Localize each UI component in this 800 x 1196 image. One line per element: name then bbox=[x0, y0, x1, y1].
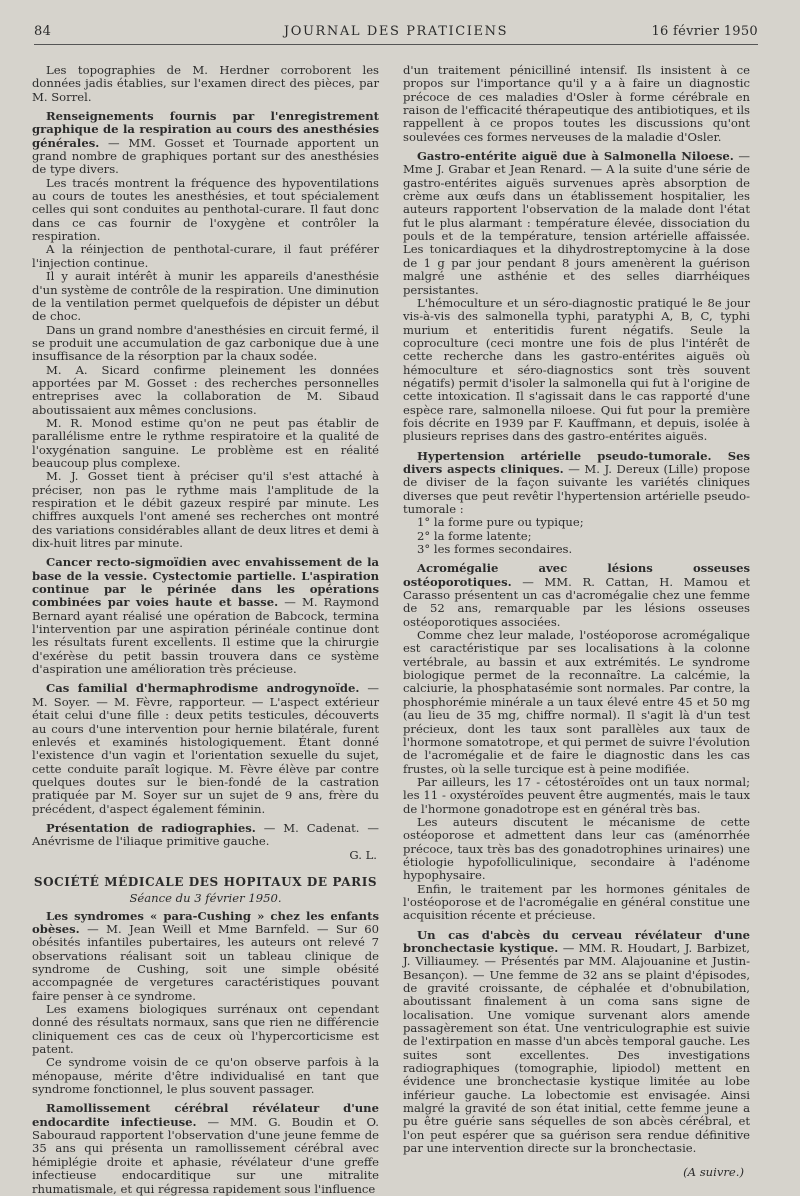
paragraph: M. R. Monod estime qu'on ne peut pas établir de parallélisme entre le rythme respiratoire et la qualité de l'oxygénation sanguine. Le problème est en réalité beaucoup plus complexe. bbox=[32, 415, 379, 470]
list-item: 2° la forme latente; bbox=[417, 528, 532, 543]
section-text: — MM. R. Cattan, H. Mamou et Carasso présentent un cas d'acromégalie chez une femme de 52 ans, remarquable par les lésions osseuses ostéoporotiques associées. bbox=[403, 574, 750, 629]
paragraph: Enfin, le traitement par les hormones génitales de l'ostéoporose et de l'acromégalie en général constitue une acquisition récente et précieuse. bbox=[403, 881, 750, 923]
paragraph: A la réinjection de penthotal-curare, il faut préférer l'injection continue. bbox=[32, 242, 379, 270]
paragraph: Les auteurs discutent le mécanisme de cette ostéoporose et admettent dans leur cas (aménorrhée précoce, taux très bas des gonadotrophines urinaires) une étiologie hypofolliculinique, secondaire à l'adénome hypophysaire. bbox=[403, 814, 750, 883]
section-title: Cas familial d'hermaphrodisme androgynoïde. bbox=[46, 681, 360, 696]
section-title: Les syndromes « para-Cushing » chez les enfants obèses. bbox=[32, 908, 379, 936]
session-date: Séance du 3 février 1950. bbox=[129, 891, 282, 906]
page-number: 84 bbox=[34, 24, 52, 39]
section-authors: — MM. Gosset et Tournade apportent un grand nombre de graphiques portant sur des anesthésies de type divers. bbox=[32, 135, 379, 177]
page-header bbox=[34, 22, 758, 45]
section-title: Cancer recto-sigmoïdien avec envahissement de la base de la vessie. Cystectomie partielle. L'aspiration continue par le périnée dans les opérations combinées par voies haute et basse. bbox=[32, 555, 379, 610]
paragraph: Comme chez leur malade, l'ostéoporose acromégalique est caractéristique par ses localisations à la colonne vertébrale, au bassin et aux extrémités. Le syndrome biologique permet de la reconnaître. La calcémie, la calciurie, la phosphatasémie sont normales. Par contre, la phosphorémie minérale a un taux élevé entre 45 et 50 mg (au lieu de 35 mg, chiffre normal). Il s'agit là d'un test précieux, dont les taux sont parallèles aux taux de l'hormone somatotrope, et qui permet de suivre l'évolution de l'acromégalie et de faire le diagnostic dans les cas frustes, où la selle turcique est à peine modifiée. bbox=[403, 628, 750, 776]
section-cancer bbox=[32, 556, 379, 676]
paragraph: Les examens biologiques surrénaux ont cependant donné des résultats normaux, sans que rien ne différencie cliniquement ces cas de ceux où l'hypercorticisme est patent. bbox=[32, 1002, 379, 1057]
list-item: 1° la forme pure ou typique; bbox=[417, 515, 584, 530]
left-column bbox=[32, 64, 379, 1196]
section-abces-cerveau bbox=[403, 929, 750, 1156]
section-radiographies bbox=[32, 822, 379, 849]
paragraph: Les tracés montrent la fréquence des hypoventilations au cours de toutes les anesthésies, et tout spécialement celles qui sont conduites au penthotal-curare. Il faut donc dans ce cas fournir de l'oxygène et contrôler la respiration. bbox=[32, 175, 379, 244]
paragraph: M. A. Sicard confirme pleinement les données apportées par M. Gosset : des recherches personnelles entreprises avec la collaboration de M. Sibaud aboutissaient aux mêmes conclusions. bbox=[32, 362, 379, 417]
issue-date: 16 février 1950 bbox=[651, 24, 758, 39]
section-hypertension bbox=[403, 450, 750, 517]
paragraph: M. J. Gosset tient à préciser qu'il s'est attaché à préciser, non pas le rythme mais l'amplitude de la respiration et le débit gazeux respiré par minute. Les chiffres auxquels l'ont amené ses recherches ont montré des variations considérables allant de deux litres et demi à dix-huit litres par minute. bbox=[32, 469, 379, 551]
section-title: Gastro-entérite aiguë due à Salmonella Niloese. bbox=[417, 149, 734, 164]
section-title: Renseignements fournis par l'enregistrement graphique de la respiration au cours des anesthésies générales. bbox=[32, 109, 379, 150]
list-item: 3° les formes secondaires. bbox=[417, 542, 573, 557]
paragraph: Dans un grand nombre d'anesthésies en circuit fermé, il se produit une accumulation de gaz carbonique due à une insuffisance de la résorption par la chaux sodée. bbox=[32, 322, 379, 364]
section-salmonella bbox=[403, 150, 750, 297]
section-title: Hypertension artérielle pseudo-tumorale. Ses divers aspects cliniques. bbox=[403, 448, 750, 476]
section-hermaphrodisme bbox=[32, 682, 379, 815]
section-title: Un cas d'abcès du cerveau révélateur d'une bronchectasie kystique. bbox=[403, 927, 750, 955]
section-text: — M. Jean Weill et Mme Barnfeld. — Sur 60 obésités infantiles pubertaires, les auteurs ont relevé 7 observations réalisant soit un tableau clinique de syndrome de Cushing, soit une simple obésité accompagnée de vergetures caractéristiques pouvant faire penser à ce syndrome. bbox=[32, 921, 379, 1003]
author-signature: G. L. bbox=[349, 847, 377, 862]
section-text: — M. J. Dereux (Lille) propose de diviser de la façon suivante les variétés cliniques diverses que peut revêtir l'hypertension artérielle pseudo-tumorale : bbox=[403, 461, 750, 516]
section-text: — M. Cadenat. — Anévrisme de l'iliaque primitive gauche. bbox=[32, 820, 379, 849]
section-title: Acromégalie avec lésions osseuses ostéoporotiques. bbox=[403, 561, 750, 589]
section-ramollissement bbox=[32, 1102, 379, 1195]
hypertension-forms-list bbox=[403, 516, 750, 556]
to-be-continued: (A suivre.) bbox=[683, 1164, 744, 1179]
section-text: — M. Soyer. — M. Fèvre, rapporteur. — L'aspect extérieur était celui d'une fille : deux petits testicules, découverts au cours d'une intervention pour hernie bilatérale, furent enlevés et examinés histologiquement. Étant donné l'existence d'un vagin et l'orientation sexuelle du sujet, cette conduite paraît logique. M. Fèvre élève par contre quelques doutes sur le bien-fondé de la castration pratiquée par M. Soyer sur un sujet de 9 ans, frère du précédent, d'aspect également féminin. bbox=[32, 681, 380, 816]
section-text: — MM. R. Houdart, J. Barbizet, J. Villiaumey. — Présentés par MM. Alajouanine et Justin-Besançon). — Une femme de 32 ans se plaint d'épisodes, de gravité croissante, de céphalée et d'obnubilation, aboutissant finalement à un coma sans signe de localisation. Une vomique survenant alors amende passagèrement son état. Une ventriculographie est suivie de l'extirpation en masse d'un abcès temporal gauche. Les suites sont excellentes. Des investigations radiographiques (tomographie, lipiodol) mettent en évidence une bronchectasie kystique limitée au lobe inférieur gauche. La lobectomie est envisagée. Ainsi malgré la gravité de son état initial, cette femme jeune a pu être guérie sans séquelles de son abcès cérébral, et l'on peut espérer que sa guérison sera rendue définitive par une intervention directe sur la bronchectasie. bbox=[403, 941, 750, 1156]
right-column bbox=[403, 64, 750, 1179]
paragraph: Il y aurait intérêt à munir les appareils d'anesthésie d'un système de contrôle de la respiration. Une diminution de la ventilation permet quelquefois de dépister un début de choc. bbox=[32, 269, 379, 324]
section-text: — Mme J. Grabar et Jean Renard. — A la suite d'une série de gastro-entérites aiguës survenues après absorption de crème aux œufs dans un établissement hospitalier, les auteurs rapportent l'observation de la malade dont l'état fut le plus alarmant : température élevée, dissociation du pouls et de la température, tension artérielle affaissée. Les tonicardiaques et la dihydrostreptomycine à la dose de 1 g par jour pendant 8 jours amenèrent la guérison malgré une asthénie et des selles diarrhéiques persistantes. bbox=[403, 149, 750, 297]
section-text: — MM. G. Boudin et O. Sabouraud rapportent l'observation d'une jeune femme de 35 ans qui présenta un ramollissement cérébral avec hémiplégie droite et aphasie, révélateur d'une greffe infectieuse endocarditique sur une mitralite rhumatismale, et qui régressa rapidement sous l'influence bbox=[32, 1114, 379, 1196]
section-para-cushing bbox=[32, 910, 379, 1003]
paragraph: Les topographies de M. Herdner corroborent les données jadis établies, sur l'examen direct des pièces, par M. Sorrel. bbox=[32, 63, 379, 104]
paragraph: d'un traitement pénicilliné intensif. Ils insistent à ce propos sur l'importance qu'il y a à faire un diagnostic précoce de ces maladies d'Osler à forme cérébrale en raison de l'efficacité thérapeutique des antibiotiques, et ils rappellent à ce propos toutes les discussions qu'ont soulevées ces formes nerveuses de la maladie d'Osler. bbox=[403, 63, 750, 144]
section-respiration bbox=[32, 110, 379, 177]
paragraph: Par ailleurs, les 17 - cétostéroïdes ont un taux normal; les 11 - oxystéroïdes peuvent être augmentés, mais le taux de l'hormone gonadotrope est en général très bas. bbox=[403, 774, 750, 816]
society-heading: SOCIÉTÉ MÉDICALE DES HOPITAUX DE PARIS bbox=[33, 874, 378, 889]
section-title: Ramollissement cérébral révélateur d'une endocardite infectieuse. bbox=[32, 1101, 379, 1129]
section-title: Présentation de radiographies. bbox=[46, 820, 256, 835]
paragraph: Ce syndrome voisin de ce qu'on observe parfois à la ménopause, mérite d'être individualisé en tant que syndrome fonctionnel, le plus souvent passager. bbox=[32, 1055, 379, 1097]
journal-title: JOURNAL DES PRATICIENS bbox=[283, 24, 509, 39]
paragraph: L'hémoculture et un séro-diagnostic pratiqué le 8e jour vis-à-vis des salmonella typhi, paratyphi A, B, C, typhi murium et enteritidis furent négatifs. Seule la coproculture (ceci montre une fois de plus l'intérêt de cette recherche dans les gastro-entérites aiguës où hémoculture et séro-diagnostics sont très souvent négatifs) permit d'isoler la salmonella qui fut à l'origine de cette intoxication. Il s'agissait dans le cas rapporté d'une espèce rare, salmonella niloese. Qui fut pour la première fois décrite en 1939 par F. Kauffmann, et depuis, isolée à plusieurs reprises dans des gastro-entérites aiguës. bbox=[403, 295, 750, 444]
section-acromegalie bbox=[403, 562, 750, 629]
section-text: — M. Raymond Bernard ayant réalisé une opération de Babcock, termina l'intervention par une aspiration périnéale continue dont les résultats furent excellents. Il estime que la chirurgie d'exérèse du petit bassin trouvera dans ce système d'aspiration une amélioration très précieuse. bbox=[32, 595, 379, 677]
